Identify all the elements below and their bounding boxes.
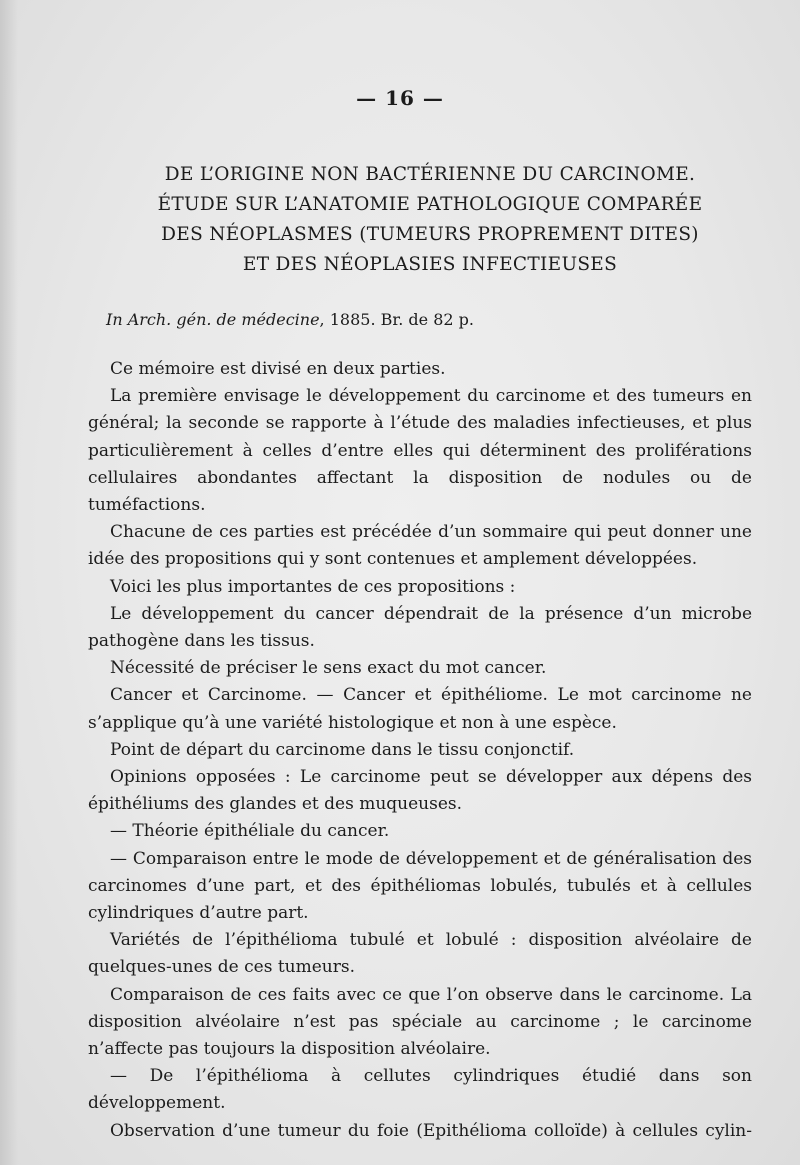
paragraph: — Comparaison entre le mode de développement et de généralisation des carcinomes d’une part, et des épithéliomas lobulés, tubulés et à cellules cylindriques d’autre part.	[88, 848, 752, 924]
paragraph: — De l’épithélioma à cellutes cylindriques étudié dans son développement.	[88, 1066, 752, 1114]
citation-journal: In Arch. gén. de médecine	[106, 310, 320, 329]
publication-citation	[106, 310, 474, 329]
section-title	[60, 160, 800, 280]
title-line: ET DES NÉOPLASIES INFECTIEUSES	[242, 254, 618, 275]
citation-details: , 1885. Br. de 82 p.	[319, 310, 474, 329]
paragraph: Ce mémoire est divisé en deux parties.	[110, 359, 446, 379]
body-text	[88, 356, 752, 1145]
title-line: DE L’ORIGINE NON BACTÉRIENNE DU CARCINOME.	[164, 164, 696, 185]
paragraph: Le développement du cancer dépendrait de la présence d’un microbe pathogène dans les tissus.	[88, 603, 752, 652]
paragraph: La première envisage le développement du carcinome et des tumeurs en général; la seconde se rapporte à l’étude des maladies infectieuses, et plus particulièrement à celles d’entre elles qui déterminent des proliférations cellulaires abondantes affectant la disposition de nodules ou de tuméfactions.	[88, 386, 752, 516]
paragraph: — Théorie épithéliale du cancer.	[110, 821, 390, 842]
paragraph: Comparaison de ces faits avec ce que l’on observe dans le carcinome. La disposition alvéolaire n’est pas spéciale au carcinome ; le carcinome n’affecte pas toujours la disposition alvéolaire.	[88, 984, 752, 1060]
page-number: — 16 —	[356, 86, 444, 110]
paragraph: Nécessité de préciser le sens exact du mot cancer.	[110, 658, 547, 679]
paragraph: Point de départ du carcinome dans le tissu conjonctif.	[110, 739, 575, 760]
title-line: ÉTUDE SUR L’ANATOMIE PATHOLOGIQUE COMPARÉE	[157, 194, 703, 215]
paragraph: Voici les plus importantes de ces propositions :	[110, 576, 516, 597]
paragraph: Opinions opposées : Le carcinome peut se développer aux dépens des épithéliums des glandes et des muqueuses.	[88, 767, 752, 815]
paragraph: Chacune de ces parties est précédée d’un sommaire qui peut donner une idée des propositions qui y sont contenues et amplement développées.	[88, 522, 752, 570]
paragraph: Variétés de l’épithélioma tubulé et lobulé : disposition alvéolaire de quelques-unes de ces tumeurs.	[88, 930, 752, 978]
title-line: DES NÉOPLASMES (TUMEURS PROPREMENT DITES)	[161, 224, 699, 245]
page-edge-shadow	[0, 0, 18, 1165]
paragraph: Observation d’une tumeur du foie (Epithélioma colloïde) à cellules cylin-	[110, 1120, 752, 1141]
paragraph: Cancer et Carcinome. — Cancer et épithéliome. Le mot carcinome ne s’applique qu’à une variété histologique et non à une espèce.	[88, 685, 752, 733]
